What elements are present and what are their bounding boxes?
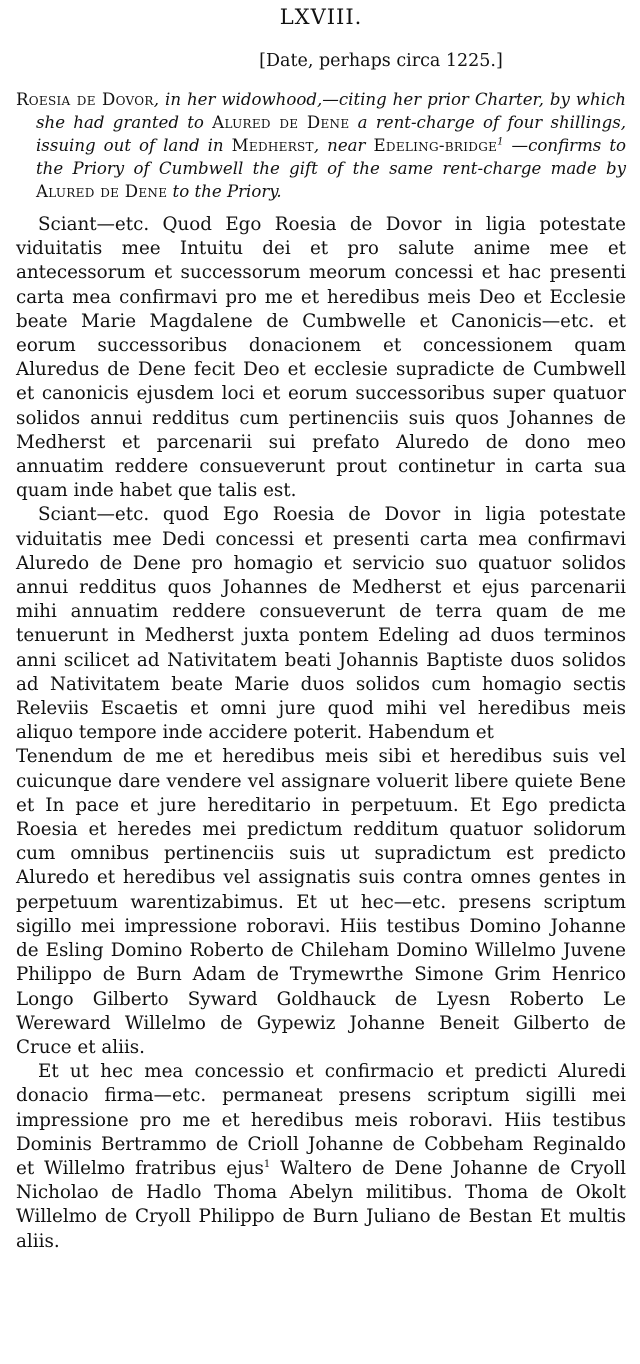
summary-text-4: —confirms to the Priory of Cumbwell the gift of the same rent-charge made by bbox=[36, 136, 626, 178]
date-note: [Date, perhaps circa 1225.] bbox=[259, 51, 503, 71]
paragraph-4-text-b: Waltero de Dene Johanne de Cryoll Nicholao de Hadlo Thoma Abelyn militibus. Thoma de Okolt Willelmo de Cryoll Philippo de Burn Juliano de Bestan Et multis aliis. bbox=[16, 1157, 626, 1252]
summary-grantor: Roesia de Dovor bbox=[16, 90, 154, 109]
summary-grantee: Alured de Dene bbox=[212, 113, 350, 132]
summary-text-1: , in her widowhood,—citing her prior Charter, by which she had granted to bbox=[36, 90, 626, 132]
summary-place-medherst: Medherst bbox=[231, 136, 314, 155]
summary-text-2: a rent-charge of four shillings, issuing out of land in bbox=[36, 113, 626, 155]
footnote-marker: 1 bbox=[497, 136, 504, 148]
charter-number: LXVIII. bbox=[279, 5, 363, 29]
charter-paragraph-1: Sciant—etc. Quod Ego Roesia de Dovor in ligia potestate viduitatis mee Intuitu dei et pro salute anime mee et antecessorum et successorum meorum concessi et hac presenti carta mea confirmavi pro me et heredibus meis Deo et Ecclesie beate Marie Magdalene de Cumbwelle et Canonicis—etc. et eorum successoribus donacionem et concessionem quam Aluredus de Dene fecit Deo et ecclesie supradicte de Cumbwell et canonicis ejusdem loci et eorum successoribus super quatuor solidos annui redditus cum pertinenciis suis quos Johannes de Medherst et parcenarii sui prefato Aluredo de dono meo annuatim reddere consueverunt prout continetur in carta sua quam inde habet que talis est. bbox=[16, 214, 626, 502]
summary-text-5: to the Priory. bbox=[167, 182, 282, 201]
summary-donor: Alured de Dene bbox=[36, 182, 168, 201]
charter-paragraph-4 bbox=[16, 1060, 626, 1254]
paragraph-4-text-a: Et ut hec mea concessio et confirmacio et predicti Aluredi donacio firma—etc. permaneat presens scriptum sigilli mei impressione pro me et heredibus meis roboravi. Hiis testibus Dominis Bertrammo de Crioll Johanne de Cobbeham Reginaldo et Willelmo fratribus ejus bbox=[16, 1061, 626, 1179]
footnote-marker-2: 1 bbox=[263, 1158, 271, 1170]
charter-paragraph-2: Sciant—etc. quod Ego Roesia de Dovor in ligia potestate viduitatis mee Dedi concessi et presenti carta mea confirmavi Aluredo de Dene pro homagio et servicio suo quatuor solidos annui redditus quos Johannes de Medherst et ejus parcenarii mihi annuatim reddere consueverunt de terra quam de me tenuerunt in Medherst juxta pontem Edeling ad duos terminos anni scilicet ad Nativitatem beati Johannis Baptiste duos solidos ad Nativitatem beate Marie duos solidos cum homagio sectis Releviis Escaetis et omni jure quod mihi vel heredibus meis aliquo tempore inde accidere poterit. Habendum et bbox=[16, 504, 626, 744]
summary-place-edeling: Edeling-bridge bbox=[373, 136, 498, 155]
charter-summary bbox=[16, 88, 626, 203]
summary-text-3: , near bbox=[313, 136, 374, 155]
charter-paragraph-3: Tenendum de me et heredibus meis sibi et heredibus suis vel cuicunque dare vendere vel assignare voluerit libere quiete Bene et In pace et jure hereditario in perpetuum. Et Ego predicta Roesia et heredes mei predictum redditum quatuor solidorum cum omnibus pertinenciis suis ut supradictum est predicto Aluredo et heredibus vel assignatis suis contra omnes gentes in perpetuum warentizabimus. Et ut hec—etc. presens scriptum sigillo mei impressione roboravi. Hiis testibus Domino Johanne de Esling Domino Roberto de Chileham Domino Willelmo Juvene Philippo de Burn Adam de Trymewrthe Simone Grim Henrico Longo Gilberto Syward Goldhauck de Lyesn Roberto Le Wereward Willelmo de Gypewiz Johanne Beneit Gilberto de Cruce et aliis. bbox=[16, 746, 626, 1058]
